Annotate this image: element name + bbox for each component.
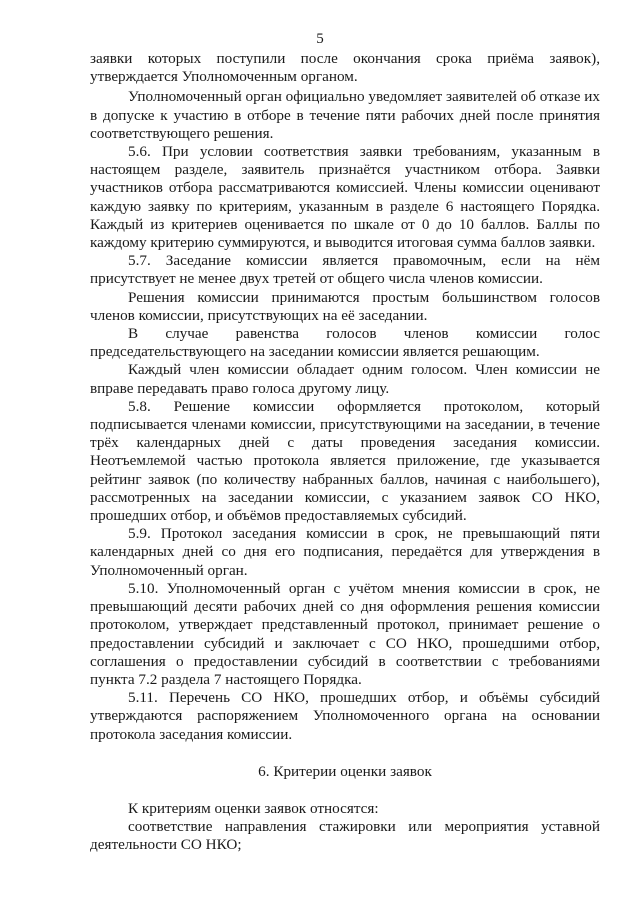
paragraph-5-7: 5.7. Заседание комиссии является правомочным, если на нём присутствует не менее двух третей от общего числа членов комиссии. — [90, 252, 600, 288]
section-heading: 6. Критерии оценки заявок — [258, 762, 432, 780]
paragraph: соответствие направления стажировки или мероприятия уставной деятельности СО НКО; — [90, 818, 600, 854]
paragraph-5-9: 5.9. Протокол заседания комиссии в срок, не превышающий пяти календарных дней со дня его подписания, передаётся для утверждения в Уполномоченный орган. — [90, 525, 600, 579]
paragraph: Каждый член комиссии обладает одним голосом. Член комиссии не вправе передавать право голоса другому лицу. — [90, 361, 600, 397]
paragraph-5-10: 5.10. Уполномоченный орган с учётом мнения комиссии в срок, не превышающий десяти рабочих дней со дня оформления решения комиссии протоколом, утверждает представленный протокол, принимает решение о предоставлении субсидий и заключает с СО НКО, прошедшими отбор, соглашения о предоставлении субсидий в соответствии с требованиями пункта 7.2 раздела 7 настоящего Порядка. — [90, 579, 600, 688]
paragraph-5-11: 5.11. Перечень СО НКО, прошедших отбор, и объёмы субсидий утверждаются распоряжением Уполномоченного органа на основании протокола заседания комиссии. — [90, 689, 600, 743]
paragraph: К критериям оценки заявок относятся: — [128, 799, 379, 817]
paragraph-5-8: 5.8. Решение комиссии оформляется протоколом, который подписывается членами комиссии, присутствующими на заседании, в течение трёх календарных дней с даты проведения заседания комиссии. Неотъемлемой частью протокола является приложение, где указывается рейтинг заявок (по количеству набранных баллов, начиная с наибольшего), рассмотренных на заседании комиссии, с указанием заявок СО НКО, прошедших отбор, и объёмов предоставляемых субсидий. — [90, 397, 600, 525]
paragraph: Уполномоченный орган официально уведомляет заявителей об отказе их в допуске к участию в отборе в течение пяти рабочих дней после принятия соответствующего решения. — [90, 88, 600, 142]
document-body — [90, 50, 600, 855]
paragraph-5-6: 5.6. При условии соответствия заявки требованиям, указанным в настоящем разделе, заявитель признаётся участником отбора. Заявки участников отбора рассматриваются комиссией. Члены комиссии оценивают каждую заявку по критериям, указанным в разделе 6 настоящего Порядка. Каждый из критериев оценивается по шкале от 0 до 10 баллов. Баллы по каждому критерию суммируются, и выводится итоговая сумма баллов заявки. — [90, 143, 600, 252]
paragraph: В случае равенства голосов членов комиссии голос председательствующего на заседании комиссии является решающим. — [90, 325, 600, 361]
paragraph: Решения комиссии принимаются простым большинством голосов членов комиссии, присутствующих на её заседании. — [90, 288, 600, 324]
page-number: 5 — [316, 31, 324, 47]
paragraph: заявки которых поступили после окончания срока приёма заявок), утверждается Уполномоченным органом. — [90, 50, 600, 86]
